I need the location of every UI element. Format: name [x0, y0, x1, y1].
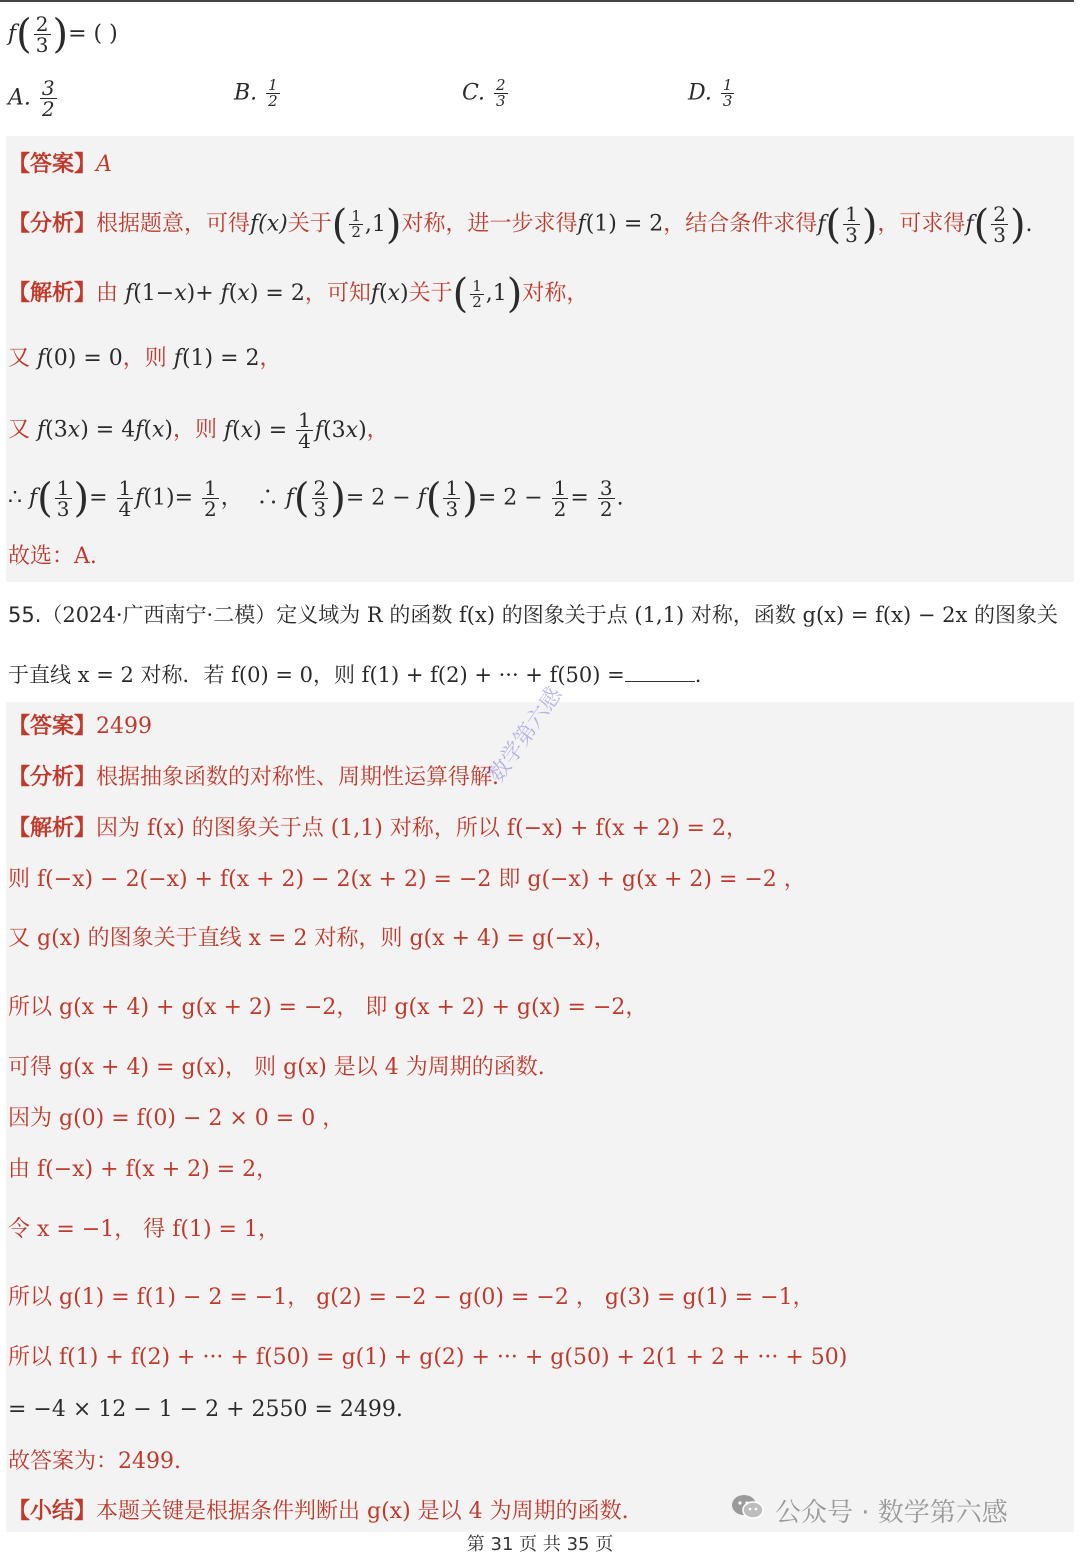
- q55-line-5: 可得 g(x + 4) = g(x)， 则 g(x) 是以 4 为周期的函数.: [8, 1055, 545, 1080]
- q55-line-9: 所以 g(1) = f(1) − 2 = −1， g(2) = −2 − g(0) = −2 ， g(3) = g(1) = −1，: [8, 1285, 815, 1310]
- q55-analysis: 【分析】根据抽象函数的对称性、周期性运算得解.: [8, 765, 500, 790]
- q54-line-4: ∴ f( $\frac{1}{3}$ )= $\frac{1}{4}$ f(1)= $\frac{1}{2}$ ， ∴ f( $\frac{2}{3}$ )= 2 − f( $\frac{1}{3}$ )= 2 − $\frac{1}{2}$ = $\frac{3}{2}$ .: [8, 475, 624, 522]
- q55-answer: 【答案】2499: [8, 714, 153, 739]
- wechat-icon: [730, 1492, 766, 1522]
- q55-stem-1: 55.（2024·广西南宁·二模）定义域为 R 的函数 f(x) 的图象关于点 (1,1) 对称，函数 g(x) = f(x) − 2x 的图象关: [8, 603, 1058, 627]
- q54-final: 故选：A.: [8, 544, 97, 569]
- q55-line-3: 又 g(x) 的图象关于直线 x = 2 对称，则 g(x + 4) = g(−x)，: [8, 926, 617, 951]
- q55-line-8: 令 x = −1， 得 f(1) = 1，: [8, 1217, 280, 1242]
- q55-line-7: 由 f(−x) + f(x + 2) = 2，: [8, 1157, 279, 1182]
- q55-line-4: 所以 g(x + 4) + g(x + 2) = −2， 即 g(x + 2) + g(x) = −2，: [8, 995, 648, 1020]
- q55-line-11: = −4 × 12 − 1 − 2 + 2550 = 2499.: [8, 1397, 403, 1422]
- q55-solution: 【解析】因为 f(x) 的图象关于点 (1,1) 对称，所以 f(−x) + f(x + 2) = 2，: [8, 816, 748, 841]
- option-a: A. $\frac{3}{2}$: [8, 76, 55, 121]
- q55-summary: 【小结】本题关键是根据条件判断出 g(x) 是以 4 为周期的函数.: [8, 1499, 629, 1524]
- q54-stem: f( $\frac{2}{3}$ )= ( ): [8, 11, 118, 58]
- q55-line-12: 故答案为：2499.: [8, 1449, 181, 1474]
- q54-line-3: 又 f(3x) = 4f(x)，则 f(x) = $\frac{1}{4}$ f(3x)，: [8, 408, 389, 453]
- q54-analysis: 【分析】根据题意，可得f(x)关于( $\frac{1}{2}$ ,1)对称，进一步求得f(1) = 2，结合条件求得f( $\frac{1}{3}$ )，可求得f( $\frac{2}{3}$ ).: [8, 201, 1033, 248]
- watermark-text: 公众号 · 数学第六感: [775, 1498, 1008, 1528]
- q55-line-2: 则 f(−x) − 2(−x) + f(x + 2) − 2(x + 2) = −2 即 g(−x) + g(x + 2) = −2 ，: [8, 867, 806, 892]
- q55-line-10: 所以 f(1) + f(2) + ··· + f(50) = g(1) + g(2) + ··· + g(50) + 2(1 + 2 + ··· + 50): [8, 1345, 848, 1370]
- option-c: C. $\frac{2}{3}$: [462, 76, 506, 110]
- option-b: B. $\frac{1}{2}$: [234, 76, 278, 110]
- diagonal-watermark: 数学第六感: [484, 682, 568, 788]
- q55-line-6: 因为 g(0) = f(0) − 2 × 0 = 0 ，: [8, 1106, 345, 1131]
- q54-line-2: 又 f(0) = 0，则 f(1) = 2，: [8, 346, 282, 371]
- option-d: D. $\frac{1}{3}$: [688, 76, 733, 110]
- q54-solution: 【解析】由 f(1−x)+ f(x) = 2，可知f(x)关于( $\frac{1}{2}$ ,1)对称，: [8, 271, 589, 317]
- q54-answer: 【答案】A: [8, 152, 112, 177]
- top-rule: [0, 0, 1074, 2]
- page-footer: 第 31 页 共 35 页: [466, 1534, 614, 1555]
- q55-stem-2: 于直线 x = 2 对称．若 f(0) = 0，则 f(1) + f(2) + ··· + f(50) = .: [8, 663, 702, 687]
